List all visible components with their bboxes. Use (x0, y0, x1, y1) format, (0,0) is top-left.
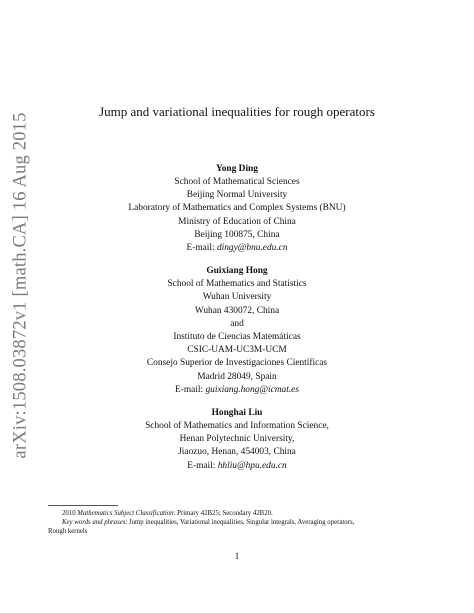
author-email-line (0, 242, 474, 255)
email-address[interactable]: hhliu@hpu.edu.cn (217, 460, 287, 471)
affiliation-line: Jiaozuo, Henan, 454003, China (178, 447, 296, 458)
affiliation-line: Instituto de Ciencias Matemáticas (173, 332, 301, 343)
affiliation-line: Laboratory of Mathematics and Complex Systems (BNU) (128, 203, 346, 214)
author-block (0, 407, 474, 473)
footnote-rule (48, 505, 118, 506)
keywords-continuation: Rough kernels (48, 528, 88, 535)
email-label: E-mail: (186, 243, 217, 254)
affiliation-line: Wuhan University (202, 292, 272, 303)
author-email-line (0, 384, 474, 397)
footnotes (48, 505, 448, 536)
affiliation-line: and (230, 318, 244, 329)
affiliation-line: School of Mathematics and Information Science, (145, 421, 329, 432)
author-name: Yong Ding (216, 164, 258, 174)
affiliation-line: Wuhan 430072, China (194, 305, 280, 316)
author-name: Guixiang Hong (206, 266, 268, 277)
keywords-text: : Jump inequalities, Variational inequalities, Singular integrals, Averaging operators, (125, 519, 355, 526)
page-number: 1 (234, 551, 240, 561)
author-list (0, 163, 474, 473)
affiliation-line: Henan Polytechnic University, (179, 434, 295, 445)
paper-title: Jump and variational inequalities for rough operators (99, 104, 375, 119)
affiliation-line: Beijing 100875, China (194, 229, 280, 240)
affiliation-line: Consejo Superior de Investigaciones Científicas (146, 358, 328, 369)
affiliation-line: School of Mathematical Sciences (174, 177, 300, 187)
affiliation-line: Beijing Normal University (186, 190, 288, 201)
keywords-label: Key words and phrases (62, 519, 126, 526)
affiliation-line: CSIC-UAM-UC3M-UCM (187, 345, 287, 356)
msc-label: Mathematics Subject Classification (77, 510, 174, 517)
email-address[interactable]: dingy@bnu.edu.cn (216, 243, 288, 254)
keywords-footnote (48, 518, 448, 527)
email-address[interactable]: guixiang.hong@icmat.es (205, 384, 299, 395)
affiliation-line: Ministry of Education of China (178, 216, 296, 227)
affiliation-line: Madrid 28049, Spain (197, 371, 277, 382)
arxiv-identifier-text: arXiv:1508.03872v1 [math.CA] 16 Aug 2015 (10, 111, 31, 459)
email-label: E-mail: (187, 460, 218, 471)
affiliation-line: School of Mathematics and Statistics (167, 279, 307, 290)
msc-footnote (48, 509, 448, 518)
msc-text: : Primary 42B25; Secondary 42B20. (173, 510, 273, 517)
author-email-line (0, 460, 474, 473)
author-name: Honghai Liu (211, 408, 263, 419)
email-label: E-mail: (175, 384, 206, 395)
author-block (0, 163, 474, 255)
msc-prefix: 2010 (62, 510, 78, 517)
author-block (0, 265, 474, 397)
